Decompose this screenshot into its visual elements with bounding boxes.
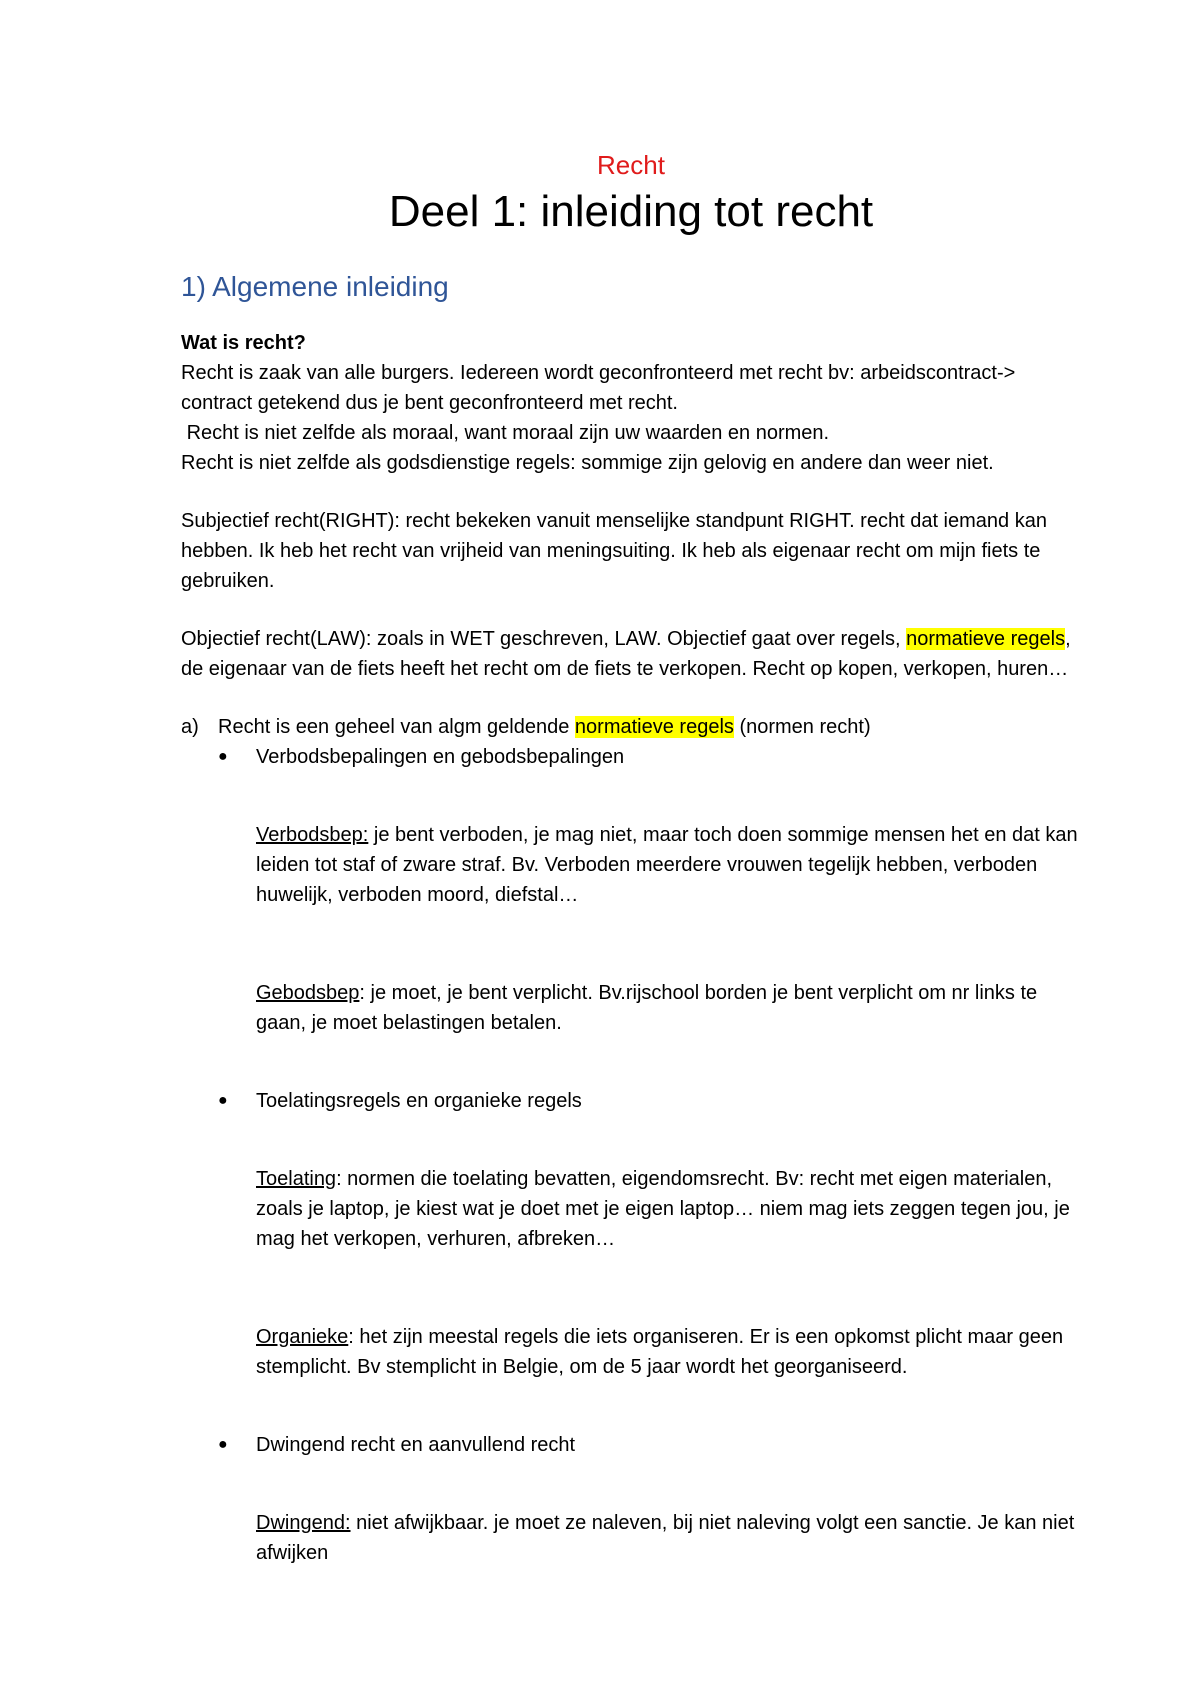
objectief-text-2: , de eigenaar van de fiets heeft het recht om de fiets te verkopen. Recht op kopen, verkopen, huren… [181, 628, 1071, 680]
term-description: : het zijn meestal regels die iets organiseren. Er is een opkomst plicht maar geen stemplicht. Bv stemplicht in Belgie, om de 5 jaar wordt het georganiseerd. [256, 1326, 1064, 1378]
list-item-a [181, 712, 1081, 742]
list-item-a-text [218, 712, 871, 742]
term-underlined: Gebodsbep [256, 982, 360, 1004]
document-title: Deel 1: inleiding tot recht [388, 187, 874, 236]
objectief-text-1: Objectief recht(LAW): zoals in WET geschreven, LAW. Objectief gaat over regels, [181, 628, 907, 650]
top-title: Recht [597, 150, 665, 180]
term-underlined: Dwingend: [256, 1512, 351, 1534]
sub-paragraph [256, 820, 1081, 910]
list-a-text-2: (normen recht) [733, 716, 871, 738]
sub-paragraph [256, 1164, 1081, 1254]
list-marker-a: a) [181, 716, 199, 738]
question-title: Wat is recht? [181, 332, 306, 354]
term-description: je bent verboden, je mag niet, maar toch doen sommige mensen het en dat kan leiden tot staf of zware straf. Bv. Verboden meerdere vrouwen tegelijk hebben, verboden huwelijk, verboden moord, diefstal… [256, 824, 1078, 906]
document-content [181, 150, 1081, 1588]
bullet-label: Toelatingsregels en organieke regels [256, 1090, 582, 1112]
section-heading: 1) Algemene inleiding [181, 271, 449, 302]
paragraph-recht-moraal: Recht is niet zelfde als moraal, want moraal zijn uw waarden en normen. [181, 422, 830, 444]
term-description: : normen die toelating bevatten, eigendomsrecht. Bv: recht met eigen materialen, zoals je laptop, je kiest wat je doet met je eigen laptop… niem mag iets zeggen tegen jou, je mag het verkopen, verhuren, afbreken… [256, 1168, 1070, 1250]
bullet-label: Dwingend recht en aanvullend recht [256, 1434, 576, 1456]
term-description: : je moet, je bent verplicht. Bv.rijschool borden je bent verplicht om nr links te gaan, je moet belastingen betalen. [256, 982, 1038, 1034]
bullet-item [218, 1086, 1081, 1116]
sub-paragraph [256, 1508, 1081, 1568]
bullet-icon: ● [218, 748, 228, 765]
paragraph-subjectief: Subjectief recht(RIGHT): recht bekeken vanuit menselijke standpunt RIGHT. recht dat iemand kan hebben. Ik heb het recht van vrijheid van meningsuiting. Ik heb als eigenaar recht om mijn fiets te gebruiken. [181, 510, 1047, 592]
highlight-normatieve-regels: normatieve regels [906, 628, 1066, 650]
term-description: niet afwijkbaar. je moet ze naleven, bij niet naleving volgt een sanctie. Je kan niet afwijken [256, 1512, 1075, 1564]
term-underlined: Organieke [256, 1326, 349, 1348]
term-underlined: Toelating [256, 1168, 337, 1190]
sub-paragraph [256, 1322, 1081, 1382]
term-underlined: Verbodsbep: [256, 824, 369, 846]
bullet-item [218, 1430, 1081, 1460]
sub-paragraph [256, 978, 1081, 1038]
paragraph-recht-burgers: Recht is zaak van alle burgers. Iedereen wordt geconfronteerd met recht bv: arbeidscontract-> contract getekend dus je bent geconfronteerd met recht. [181, 362, 1016, 414]
list-a-text-1: Recht is een geheel van algm geldende [218, 716, 575, 738]
paragraph-recht-godsdienst: Recht is niet zelfde als godsdienstige regels: sommige zijn gelovig en andere dan weer niet. [181, 452, 994, 474]
bullet-icon: ● [218, 1436, 228, 1453]
paragraph-objectief [181, 624, 1081, 684]
bullet-item [218, 742, 1081, 772]
bullet-label: Verbodsbepalingen en gebodsbepalingen [256, 746, 625, 768]
highlight-normatieve-regels-2: normatieve regels [574, 716, 734, 738]
bullet-icon: ● [218, 1092, 228, 1109]
